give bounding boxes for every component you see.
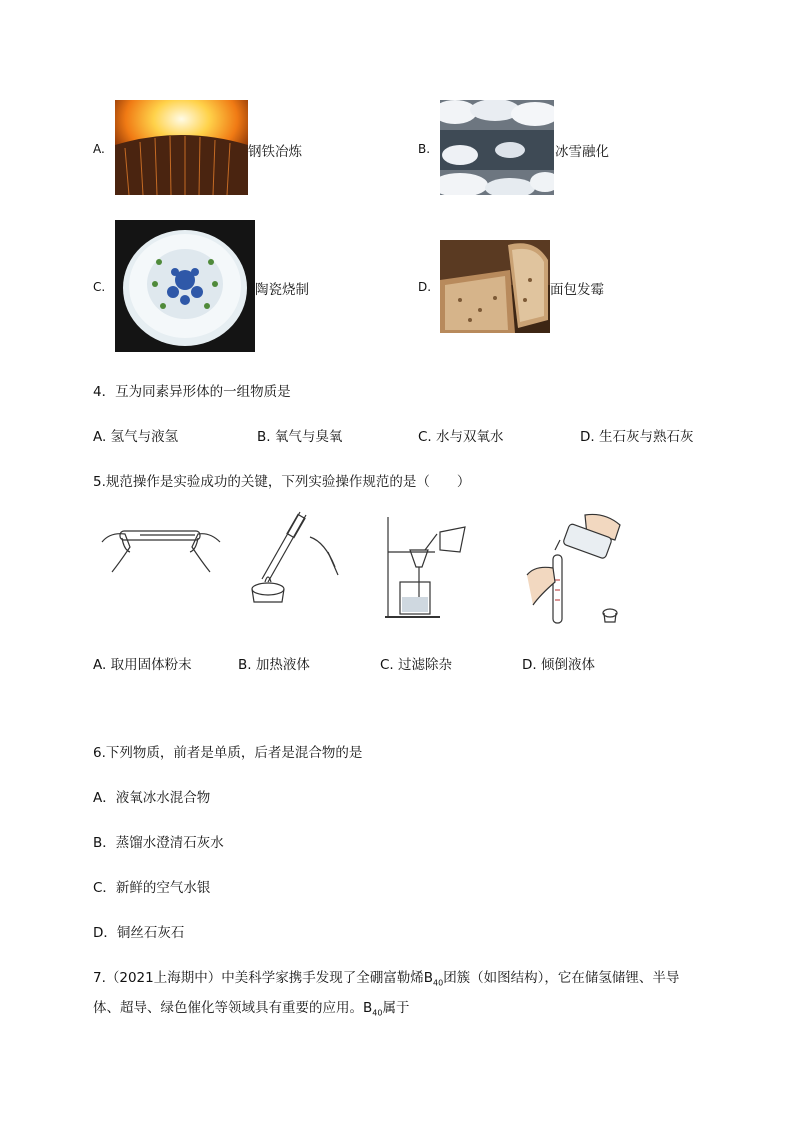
option-caption: 面包发霉 [550,282,604,298]
option-letter: C. [93,280,106,294]
q7-text: 团簇（如图结构），它在储氢储锂、半导 [443,970,680,986]
q6-option-b: B．蒸馏水澄清石灰水 [93,835,224,851]
q4-option-d: D. 生石灰与熟石灰 [580,429,694,445]
steel-smelting-image [115,100,248,195]
option-letter: B. [418,142,431,156]
q4-stem: 4．互为同素异形体的一组物质是 [93,384,291,400]
q7-text: 体、超导、绿色催化等领域具有重要的应用。B [93,1000,373,1016]
snow-melting-image [440,100,554,195]
subscript: 40 [372,1008,383,1018]
q5-option-c: C. 过滤除杂 [380,657,453,673]
q4-option-c: C. 水与双氧水 [418,429,504,445]
liquid-pouring-illustration [525,510,625,628]
liquid-heating-illustration [240,507,340,607]
q7-text: 属于 [382,1000,410,1016]
moldy-bread-image [440,240,550,333]
porcelain-plate-image [115,220,255,352]
option-letter: A. [93,142,105,156]
q7-stem-line-2 [93,996,409,1018]
q5-option-b: B. 加热液体 [238,657,310,673]
filtration-illustration [380,512,475,622]
q7-stem-line-1 [93,966,679,988]
q4-option-b: B. 氧气与臭氧 [257,429,343,445]
q7-text: 7.（2021上海期中）中美科学家携手发现了全硼富勒烯B [93,970,433,986]
subscript: 40 [433,978,444,988]
powder-taking-illustration [100,512,222,580]
q6-stem: 6.下列物质，前者是单质，后者是混合物的是 [93,745,363,761]
q6-option-d: D．铜丝石灰石 [93,925,185,941]
q5-stem: 5.规范操作是实验成功的关键，下列实验操作规范的是（ ） [93,474,471,490]
q5-option-a: A. 取用固体粉末 [93,657,192,673]
option-caption: 冰雪融化 [555,144,609,160]
q5-option-d: D. 倾倒液体 [522,657,595,673]
option-letter: D. [418,280,432,294]
q6-option-c: C．新鲜的空气水银 [93,880,211,896]
option-caption: 钢铁冶炼 [248,144,302,160]
option-caption: 陶瓷烧制 [255,282,309,298]
q4-option-a: A. 氢气与液氢 [93,429,179,445]
q6-option-a: A．液氧冰水混合物 [93,790,211,806]
